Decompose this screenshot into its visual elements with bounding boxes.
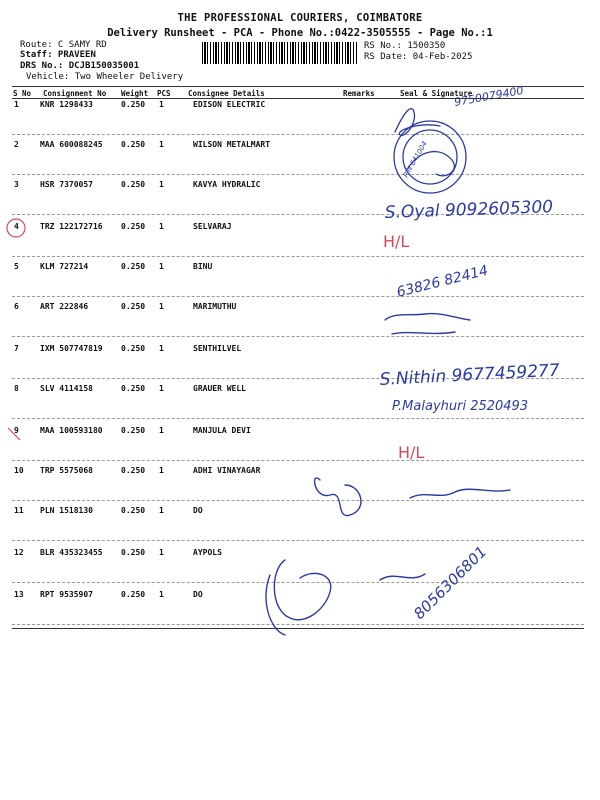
row-divider bbox=[12, 378, 584, 379]
col-remarks: Remarks bbox=[343, 89, 375, 98]
row-pcs: 1 bbox=[159, 344, 164, 353]
stamp-text: PIN 641004 bbox=[401, 139, 429, 179]
row-consignee: GRAUER WELL bbox=[193, 384, 246, 393]
row-consignee: DO bbox=[193, 506, 203, 515]
row-pcs: 1 bbox=[159, 262, 164, 271]
staff-label: Staff: PRAVEEN bbox=[20, 50, 96, 60]
row-divider bbox=[12, 296, 584, 297]
row-pcs: 1 bbox=[159, 548, 164, 557]
row-consignee: KAVYA HYDRALIC bbox=[193, 180, 261, 189]
row-consignment: MAA 600088245 bbox=[40, 140, 103, 149]
row-consignment: ART 222846 bbox=[40, 302, 89, 311]
row-weight: 0.250 bbox=[121, 140, 146, 149]
row-pcs: 1 bbox=[159, 506, 164, 515]
handwritten-row1-phone: 9750079400 bbox=[453, 83, 525, 109]
row-consignment: IXM 507747819 bbox=[40, 344, 103, 353]
row-divider bbox=[12, 540, 584, 541]
row-weight: 0.250 bbox=[121, 506, 146, 515]
row-pcs: 1 bbox=[159, 590, 164, 599]
row-weight: 0.250 bbox=[121, 590, 146, 599]
row-consignment: TRZ 122172716 bbox=[40, 222, 103, 231]
document-title: THE PROFESSIONAL COURIERS, COIMBATORE bbox=[177, 12, 423, 24]
rs-date: RS Date: 04-Feb-2025 bbox=[364, 52, 473, 62]
row-divider bbox=[12, 460, 584, 461]
row-sno: 4 bbox=[14, 222, 19, 231]
table-row bbox=[0, 384, 600, 424]
row-weight: 0.250 bbox=[121, 302, 146, 311]
row-weight: 0.250 bbox=[121, 222, 146, 231]
row-consignee: SENTHILVEL bbox=[193, 344, 242, 353]
handwritten-row4-hl: H/L bbox=[383, 232, 410, 251]
row-pcs: 1 bbox=[159, 180, 164, 189]
row-pcs: 1 bbox=[159, 466, 164, 475]
table-row bbox=[0, 506, 600, 546]
row-consignment: KLM 727214 bbox=[40, 262, 89, 271]
drs-label: DRS No.: DCJB150035001 bbox=[20, 61, 140, 71]
handwritten-row5: 63826 82414 bbox=[395, 262, 490, 301]
row-consignment: BLR 435323455 bbox=[40, 548, 103, 557]
row-weight: 0.250 bbox=[121, 180, 146, 189]
table-row bbox=[0, 426, 600, 466]
table-end-rule bbox=[12, 628, 584, 629]
table-row bbox=[0, 548, 600, 588]
table-row bbox=[0, 590, 600, 630]
col-sno: S No bbox=[13, 89, 32, 98]
handwritten-row9-hl: H/L bbox=[398, 443, 425, 462]
row-divider bbox=[12, 624, 584, 625]
handwritten-row3: S.Oyal 9092605300 bbox=[384, 197, 554, 223]
row-pcs: 1 bbox=[159, 222, 164, 231]
table-row bbox=[0, 344, 600, 384]
row-consignee: WILSON METALMART bbox=[193, 140, 271, 149]
row-sno: 2 bbox=[14, 140, 19, 149]
row-sno: 10 bbox=[14, 466, 24, 475]
row-divider bbox=[12, 500, 584, 501]
row-consignment: HSR 7370057 bbox=[40, 180, 93, 189]
row-consignee: EDISON ELECTRIC bbox=[193, 100, 266, 109]
route-label: Route: C SAMY RD bbox=[20, 40, 107, 50]
header-top-rule bbox=[12, 86, 584, 87]
table-row bbox=[0, 140, 600, 180]
row-consignment: PLN 1518130 bbox=[40, 506, 93, 515]
row-sno: 8 bbox=[14, 384, 19, 393]
row-consignee: MARIMUTHU bbox=[193, 302, 237, 311]
row-sno: 12 bbox=[14, 548, 24, 557]
row-weight: 0.250 bbox=[121, 344, 146, 353]
row-sno: 9 bbox=[14, 426, 19, 435]
table-row bbox=[0, 222, 600, 262]
row-pcs: 1 bbox=[159, 426, 164, 435]
barcode bbox=[202, 42, 357, 64]
row-divider bbox=[12, 214, 584, 215]
row-consignee: BINU bbox=[193, 262, 213, 271]
row-pcs: 1 bbox=[159, 100, 164, 109]
row-sno: 13 bbox=[14, 590, 24, 599]
row-consignment: KNR 1298433 bbox=[40, 100, 93, 109]
row-consignee: AYPOLS bbox=[193, 548, 222, 557]
row-pcs: 1 bbox=[159, 384, 164, 393]
col-consignment: Consignment No bbox=[43, 89, 107, 98]
table-row bbox=[0, 100, 600, 140]
col-weight: Weight bbox=[121, 89, 149, 98]
row-pcs: 1 bbox=[159, 140, 164, 149]
handwritten-row7: S.Nithin 9677459277 bbox=[379, 360, 561, 390]
row-weight: 0.250 bbox=[121, 548, 146, 557]
row-consignee: ADHI VINAYAGAR bbox=[193, 466, 261, 475]
table-row bbox=[0, 180, 600, 220]
row-weight: 0.250 bbox=[121, 426, 146, 435]
row-consignee: SELVARAJ bbox=[193, 222, 232, 231]
row-pcs: 1 bbox=[159, 302, 164, 311]
handwritten-row12: 8056306801 bbox=[410, 542, 491, 623]
handwritten-row8: P.Malayhuri 2520493 bbox=[392, 399, 529, 414]
row-sno: 6 bbox=[14, 302, 19, 311]
vehicle-label: Vehicle: Two Wheeler Delivery bbox=[26, 72, 184, 82]
row-divider bbox=[12, 418, 584, 419]
row-weight: 0.250 bbox=[121, 466, 146, 475]
row-consignment: SLV 4114158 bbox=[40, 384, 93, 393]
row-consignment: MAA 100593180 bbox=[40, 426, 103, 435]
col-seal: Seal & Signature bbox=[400, 89, 473, 98]
document-subtitle: Delivery Runsheet - PCA - Phone No.:0422-3505555 - Page No.:1 bbox=[107, 27, 493, 39]
row-consignment: RPT 9535907 bbox=[40, 590, 93, 599]
row-consignee: DO bbox=[193, 590, 203, 599]
row-sno: 5 bbox=[14, 262, 19, 271]
table-row bbox=[0, 262, 600, 302]
rs-number: RS No.: 1500350 bbox=[364, 41, 446, 51]
row-divider bbox=[12, 174, 584, 175]
row-sno: 3 bbox=[14, 180, 19, 189]
row-weight: 0.250 bbox=[121, 262, 146, 271]
row-sno: 7 bbox=[14, 344, 19, 353]
row-divider bbox=[12, 336, 584, 337]
col-consignee: Consignee Details bbox=[188, 89, 265, 98]
col-pcs: PCS bbox=[157, 89, 171, 98]
header-bottom-rule bbox=[12, 98, 584, 99]
row-weight: 0.250 bbox=[121, 384, 146, 393]
row-sno: 11 bbox=[14, 506, 24, 515]
row-consignee: MANJULA DEVI bbox=[193, 426, 251, 435]
row-divider bbox=[12, 256, 584, 257]
table-row bbox=[0, 302, 600, 342]
row-weight: 0.250 bbox=[121, 100, 146, 109]
row-sno: 1 bbox=[14, 100, 19, 109]
row-divider bbox=[12, 582, 584, 583]
table-row bbox=[0, 466, 600, 506]
row-divider bbox=[12, 134, 584, 135]
row-consignment: TRP 5575068 bbox=[40, 466, 93, 475]
